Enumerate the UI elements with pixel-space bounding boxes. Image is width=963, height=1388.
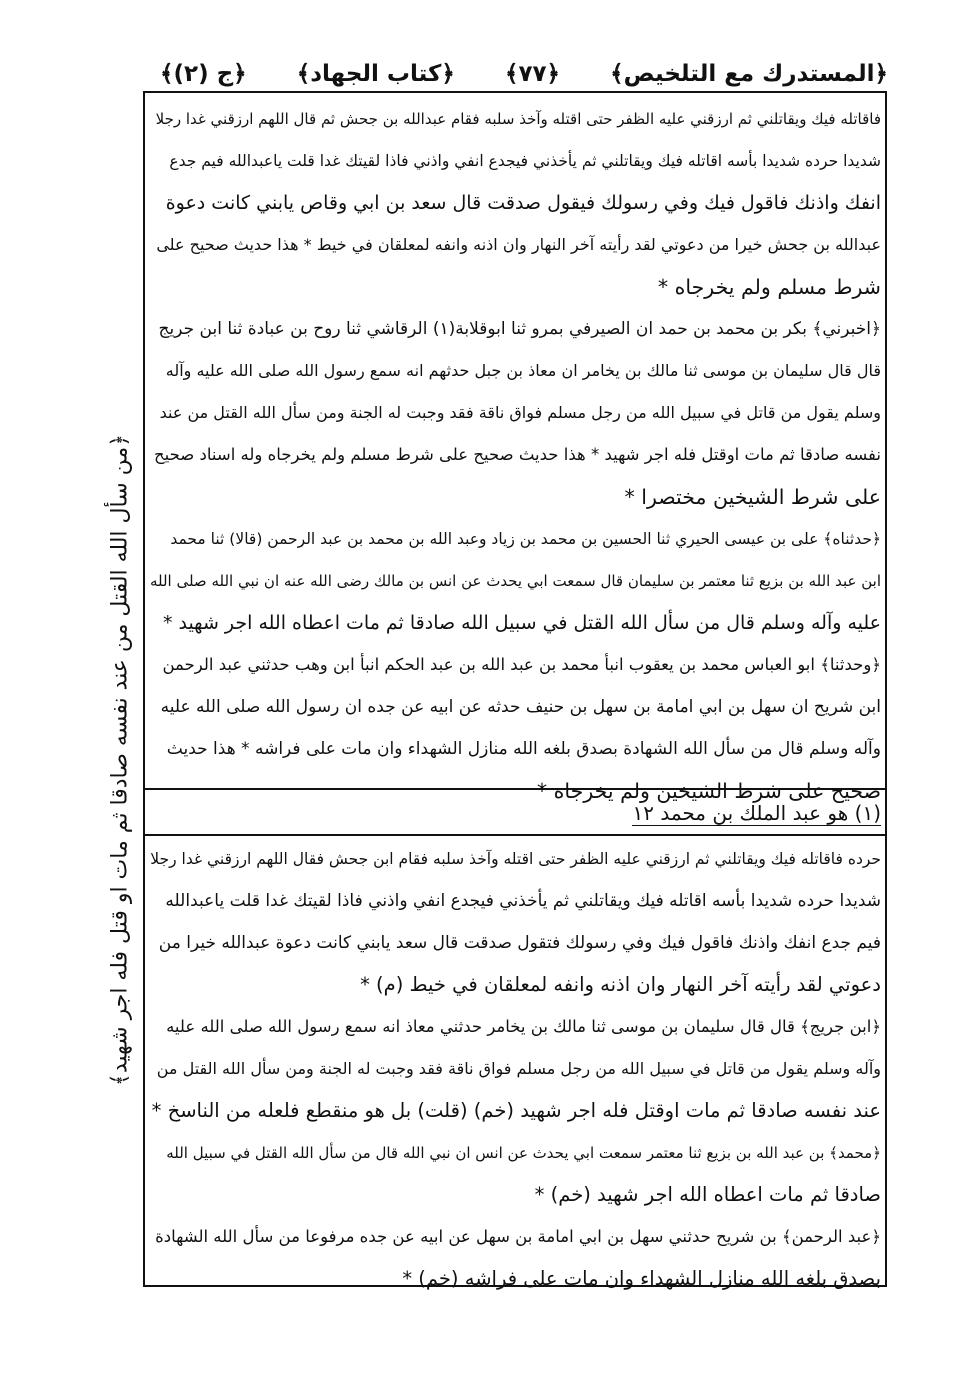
- mustadrak-line: عليه وآله وسلم قال من سأل الله القتل في سبيل الله صادقا ثم مات اعطاه الله اجر شهيد *: [162, 612, 881, 634]
- mustadrak-text: [148, 98, 881, 812]
- header-page-number: ﴿٧٧﴾: [504, 61, 561, 87]
- page-header: [160, 52, 888, 96]
- mustadrak-line: وسلم يقول من قاتل في سبيل الله من رجل مسلم فواق ناقة فقد وجبت له الجنة ومن سأل الله القتل من عند: [159, 403, 881, 422]
- mustadrak-line: ﴿وحدثنا﴾ ابو العباس محمد بن يعقوب انبأ محمد بن عبد الله بن عبد الحكم انبأ ابن وهب حدثني عبد الرحمن: [162, 655, 881, 674]
- mustadrak-line: نفسه صادقا ثم مات اوقتل فله اجر شهيد * هذا حديث صحيح على شرط مسلم ولم يخرجاه وله اسناد صحيح: [154, 445, 881, 464]
- mustadrak-line: شرط مسلم ولم يخرجاه *: [657, 275, 881, 299]
- mustadrak-line: وآله وسلم قال من سأل الله الشهادة بصدق بلغه الله منازل الشهداء وان مات على فراشه * هذا حديث: [166, 739, 881, 759]
- talkhis-line: شديدا حرده شديدا بأسه اقاتله فيك ويقاتلني ثم يأخذني فيجدع انفي واذني فاذا لقيتك غدا قلت ياعبدالله: [165, 891, 881, 911]
- mustadrak-line: ﴿اخبرني﴾ بكر بن محمد بن حمد ان الصيرفي بمرو ثنا ابوقلابة(١) الرقاشي ثنا روح بن عبادة ثنا ابن جريج: [158, 319, 881, 339]
- mustadrak-line: ابن عبد الله بن بزيع ثنا معتمر بن سليمان قال سمعت ابي يحدث عن انس بن مالك رضى الله عنه ان نبي الله صلى الله: [149, 572, 881, 590]
- footnote-text: (١) هو عبد الملك بن محمد ١٢: [632, 801, 881, 825]
- margin-note-text: ﴿من سأل الله القتل من عند نفسه صادقا ثم مات او قتل فله اجر شهيد﴾: [107, 433, 133, 1087]
- footnote: [148, 796, 881, 830]
- talkhis-line: عند نفسه صادقا ثم مات اوقتل فله اجر شهيد (خم) (قلت) بل هو منقطع فلعله من الناسخ *: [151, 1099, 881, 1122]
- mustadrak-line: ابن شريح ان سهل بن ابي امامة بن سهل بن حنيف حدثه عن ابيه عن جده ان رسول الله صلى الله عليه: [160, 697, 881, 717]
- header-title: ﴿المستدرك مع التلخيص﴾: [610, 61, 888, 87]
- talkhis-line: ﴿محمد﴾ بن عبد الله بن بزيع ثنا معتمر سمعت ابي يحدث عن انس ان نبي الله قال من سأل الله القتل في سبيل الله: [166, 1144, 881, 1162]
- talkhis-divider: [143, 834, 887, 836]
- talkhis-text: [148, 838, 881, 1300]
- talkhis-line: دعوتي لقد رأيته آخر النهار وان اذنه وانفه لمعلقان في خيط (م) *: [360, 973, 881, 996]
- talkhis-line: بصدق بلغه الله منازل الشهداء وان مات على فراشه (خم) *: [402, 1267, 881, 1290]
- footnote-divider: [143, 788, 887, 790]
- talkhis-line: صادقا ثم مات اعطاه الله اجر شهيد (خم) *: [534, 1183, 881, 1206]
- header-volume: ﴿ج (٢)﴾: [160, 61, 247, 87]
- talkhis-line: وآله وسلم يقول من قاتل في سبيل الله من رجل مسلم فواق ناقة فقد وجبت له الجنة ومن سأل الله القتل من: [156, 1059, 881, 1078]
- mustadrak-line: على شرط الشيخين مختصرا *: [624, 485, 881, 509]
- mustadrak-line: فاقاتله فيك ويقاتلني ثم ارزقني عليه الظفر حتى اقتله وآخذ سلبه فقام عبدالله بن جحش ثم قال اللهم ارزقني غدا رجلا: [155, 110, 881, 128]
- talkhis-line: ﴿ابن جريج﴾ قال قال سليمان بن موسى ثنا مالك بن يخامر حدثني معاذ انه سمع رسول الله صلى الله عليه: [166, 1017, 881, 1036]
- header-book: ﴿كتاب الجهاد﴾: [296, 61, 455, 87]
- margin-note: [60, 300, 180, 1220]
- mustadrak-line: انفك واذنك فاقول فيك وفي رسولك فيقول صدقت قال سعد بن ابي وقاص يابني كانت دعوة: [165, 192, 881, 214]
- talkhis-line: حرده فاقاتله فيك ويقاتلني ثم ارزقني عليه الظفر حتى اقتله وآخذ سلبه فقام ابن جحش فقال اللهم ارزقني غدا رجلا: [150, 850, 881, 868]
- talkhis-line: ﴿عبد الرحمن﴾ بن شريح حدثني سهل بن ابي امامة بن سهل عن ابيه عن جده مرفوعا من سأل الله الشهادة: [155, 1227, 881, 1246]
- mustadrak-line: ﴿حدثناه﴾ على بن عيسى الحيري ثنا الحسين بن محمد بن زياد وعبد الله بن محمد بن عبد الرحمن (قالا) ثنا محمد: [170, 530, 881, 548]
- talkhis-line: فيم جدع انفك واذنك فاقول فيك وفي رسولك فتقول صدقت قال سعد يابني كانت دعوة عبدالله خيرا من: [158, 933, 881, 953]
- mustadrak-line: عبدالله بن جحش خيرا من دعوتي لقد رأيته آخر النهار وان اذنه وانفه لمعلقان في خيط * هذا حديث صحيح على: [156, 235, 881, 254]
- mustadrak-line: قال قال سليمان بن موسى ثنا مالك بن يخامر ان معاذ بن جبل حدثهم انه سمع رسول الله صلى الله عليه وآله: [165, 361, 881, 380]
- mustadrak-line: صحيح على شرط الشيخين ولم يخرجاه *: [536, 779, 881, 803]
- mustadrak-line: شديدا حرده شديدا بأسه اقاتله فيك ويقاتلني ثم يأخذني فيجدع انفي واذني فاذا لقيتك غدا قلت ياعبدالله فيم جدع: [169, 152, 881, 170]
